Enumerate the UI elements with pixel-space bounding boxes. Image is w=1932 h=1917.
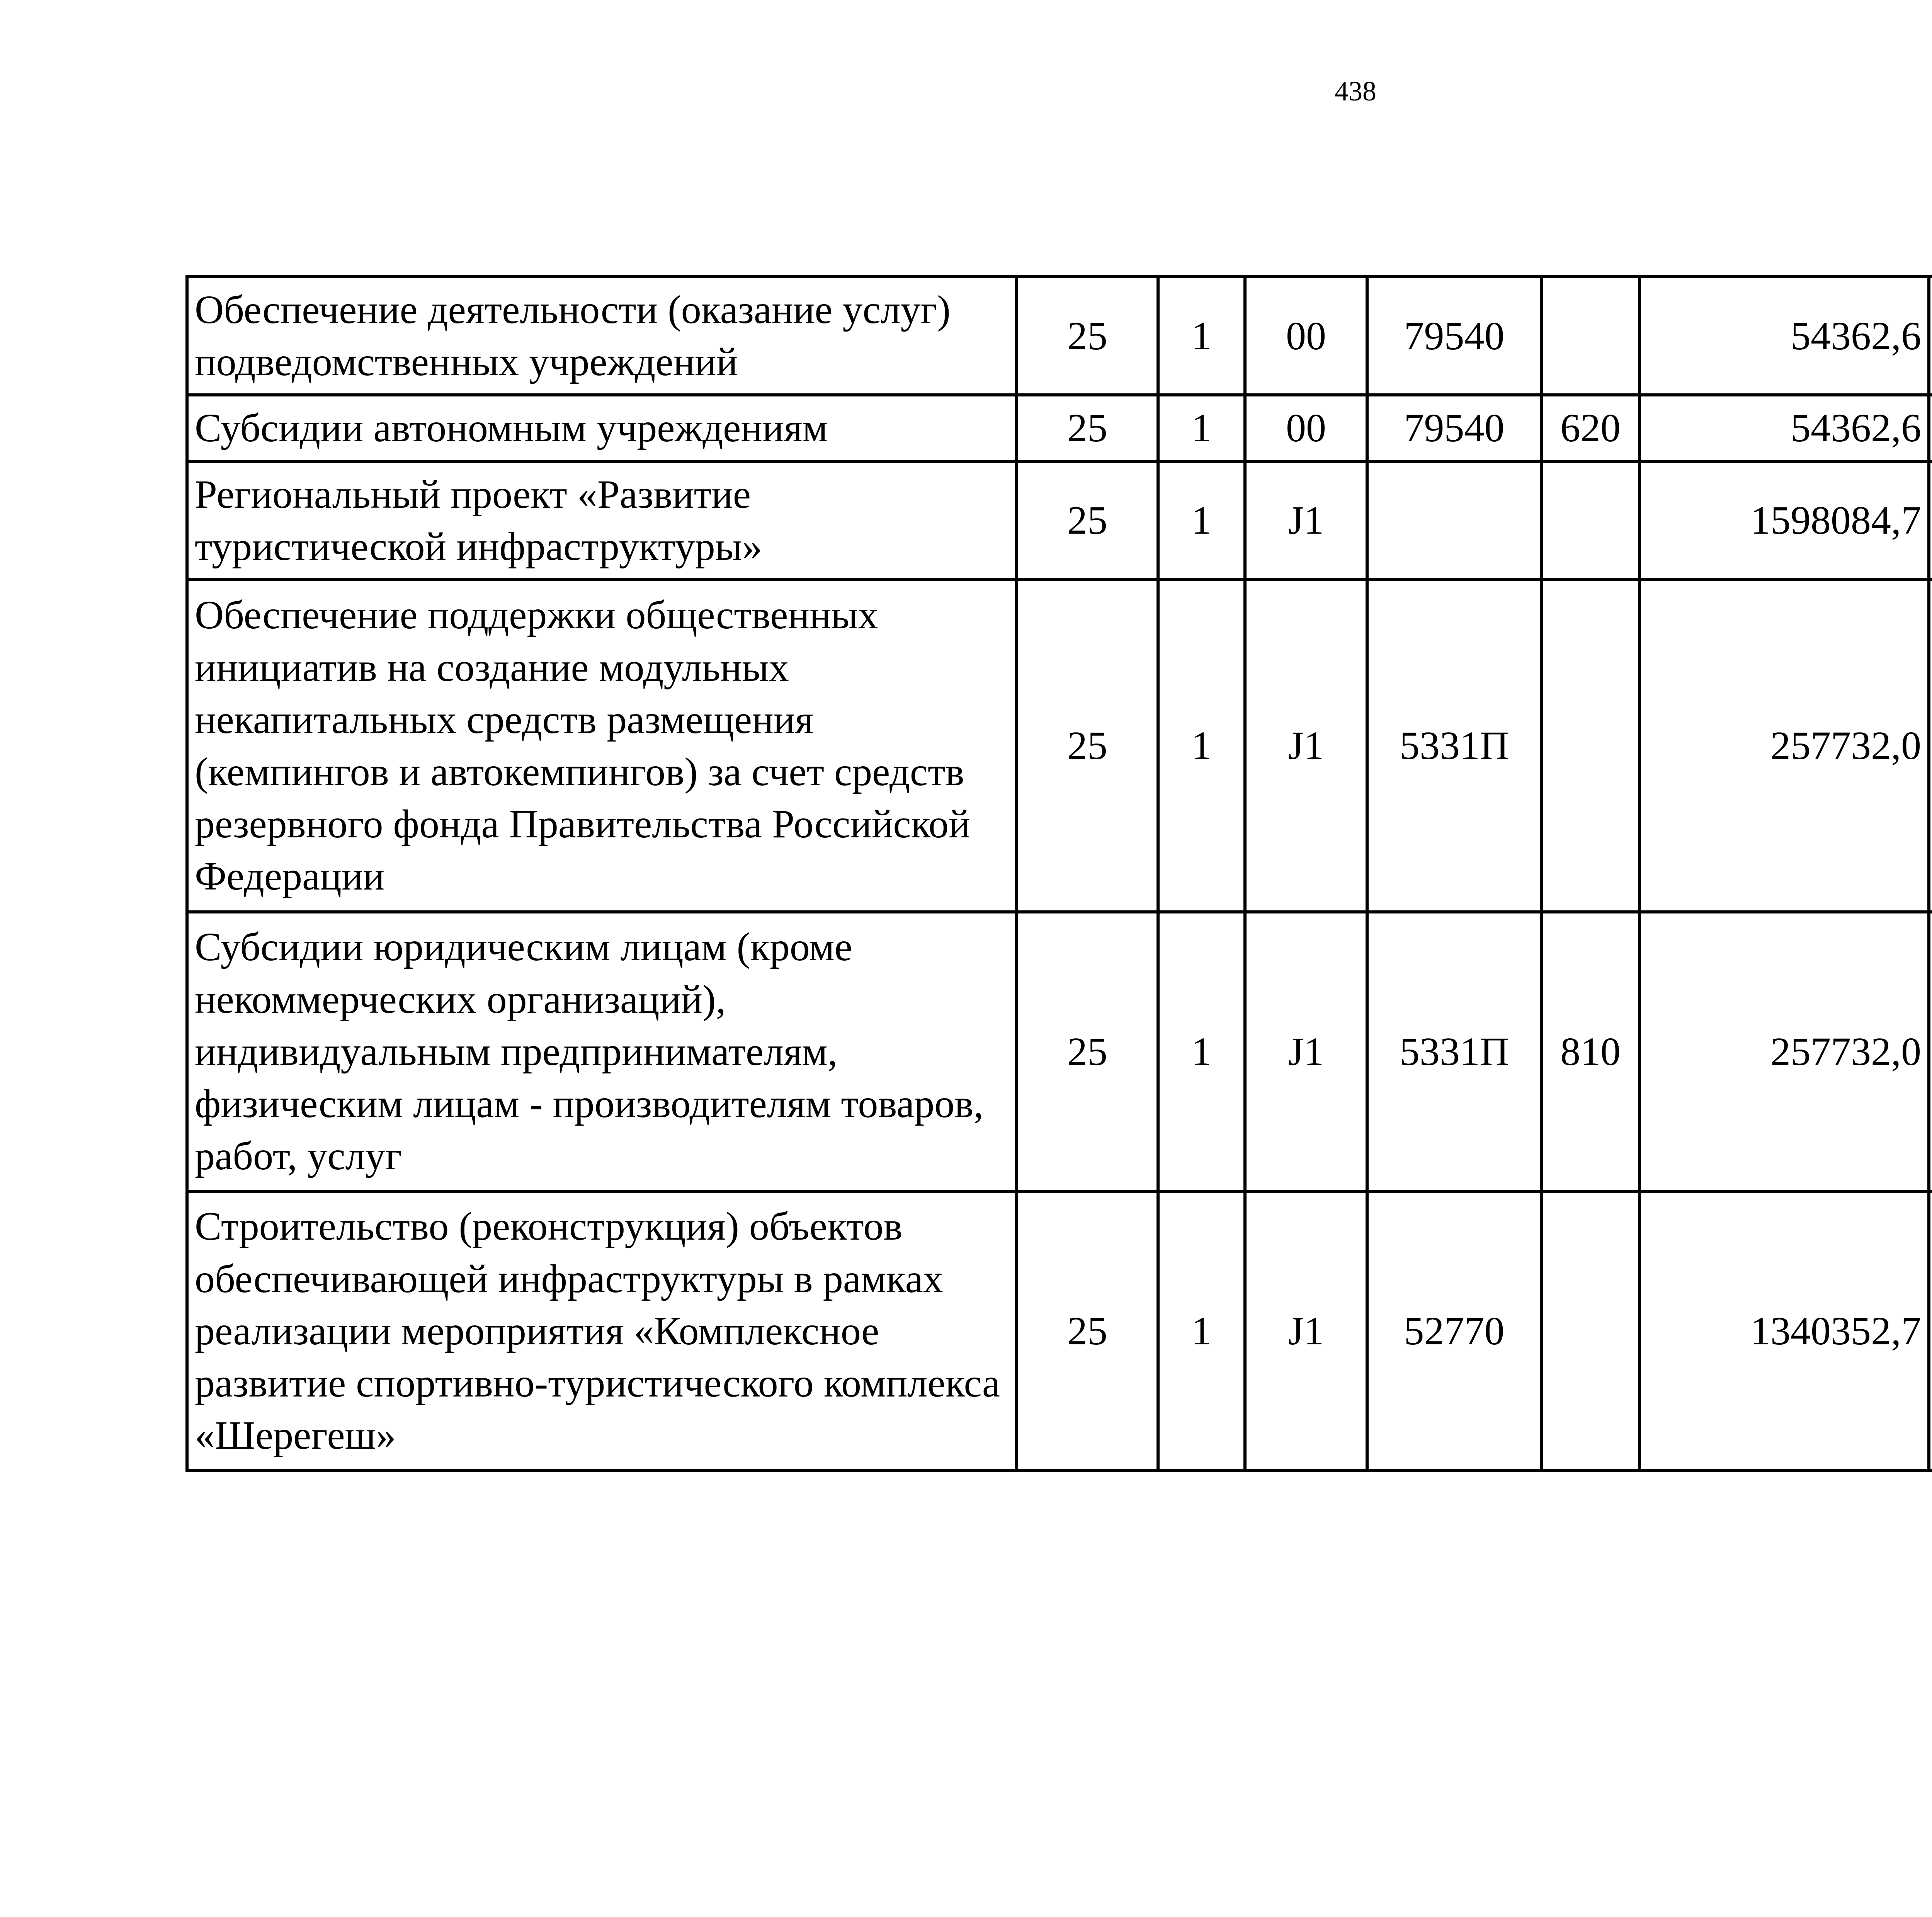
amount-cell-1: 1598084,7 <box>1639 461 1929 580</box>
budget-table <box>185 275 1932 1472</box>
target-code-cell: 79540 <box>1367 395 1541 461</box>
section-code-cell: 25 <box>1017 461 1158 580</box>
program-code-cell: 00 <box>1245 395 1367 461</box>
expense-type-cell <box>1541 461 1639 580</box>
target-code-cell: 5331П <box>1367 912 1541 1191</box>
amount-cell-2 <box>1929 912 1932 1191</box>
target-code-cell: 52770 <box>1367 1191 1541 1471</box>
expense-type-cell: 810 <box>1541 912 1639 1191</box>
program-code-cell: J1 <box>1245 1191 1367 1471</box>
amount-cell-2 <box>1929 461 1932 580</box>
program-code-cell: J1 <box>1245 912 1367 1191</box>
row-name-cell: Строительство (реконструкция) объектов обеспечивающей инфраструктуры в рамках реализации мероприятия «Комплексное развитие спортивно-туристического комплекса «Шерегеш» <box>187 1191 1017 1471</box>
table-row <box>187 912 1932 1191</box>
section-code-cell: 25 <box>1017 277 1158 395</box>
amount-cell-1: 1340352,7 <box>1639 1191 1929 1471</box>
amount-cell-2 <box>1929 580 1932 912</box>
table-row <box>187 580 1932 912</box>
section-code-cell: 25 <box>1017 912 1158 1191</box>
row-name-cell: Региональный проект «Развитие туристической инфраструктуры» <box>187 461 1017 580</box>
table-row <box>187 461 1932 580</box>
page-number: 438 <box>1335 76 1376 107</box>
section-code-cell: 25 <box>1017 1191 1158 1471</box>
amount-cell-2 <box>1929 395 1932 461</box>
amount-cell-1: 54362,6 <box>1639 277 1929 395</box>
section-code-cell: 25 <box>1017 395 1158 461</box>
table-row <box>187 395 1932 461</box>
subsection-code-cell: 1 <box>1158 277 1245 395</box>
amount-cell-2 <box>1929 1191 1932 1471</box>
amount-cell-1: 257732,0 <box>1639 580 1929 912</box>
amount-cell-1: 257732,0 <box>1639 912 1929 1191</box>
expense-type-cell: 620 <box>1541 395 1639 461</box>
expense-type-cell <box>1541 580 1639 912</box>
row-name-cell: Субсидии автономным учреждениям <box>187 395 1017 461</box>
target-code-cell: 79540 <box>1367 277 1541 395</box>
target-code-cell: 5331П <box>1367 580 1541 912</box>
section-code-cell: 25 <box>1017 580 1158 912</box>
row-name-cell: Субсидии юридическим лицам (кроме некоммерческих организаций), индивидуальным предпринимателям, физическим лицам - производителям товаров, работ, услуг <box>187 912 1017 1191</box>
subsection-code-cell: 1 <box>1158 461 1245 580</box>
target-code-cell <box>1367 461 1541 580</box>
subsection-code-cell: 1 <box>1158 1191 1245 1471</box>
row-name-cell: Обеспечение поддержки общественных инициатив на создание модульных некапитальных средств размещения (кемпингов и автокемпингов) за счет средств резервного фонда Правительства Российской Федерации <box>187 580 1017 912</box>
program-code-cell: J1 <box>1245 461 1367 580</box>
expense-type-cell <box>1541 277 1639 395</box>
row-name-cell: Обеспечение деятельности (оказание услуг) подведомственных учреждений <box>187 277 1017 395</box>
table-row <box>187 277 1932 395</box>
expense-type-cell <box>1541 1191 1639 1471</box>
subsection-code-cell: 1 <box>1158 912 1245 1191</box>
subsection-code-cell: 1 <box>1158 395 1245 461</box>
table-row <box>187 1191 1932 1471</box>
program-code-cell: J1 <box>1245 580 1367 912</box>
amount-cell-1: 54362,6 <box>1639 395 1929 461</box>
amount-cell-2 <box>1929 277 1932 395</box>
subsection-code-cell: 1 <box>1158 580 1245 912</box>
program-code-cell: 00 <box>1245 277 1367 395</box>
